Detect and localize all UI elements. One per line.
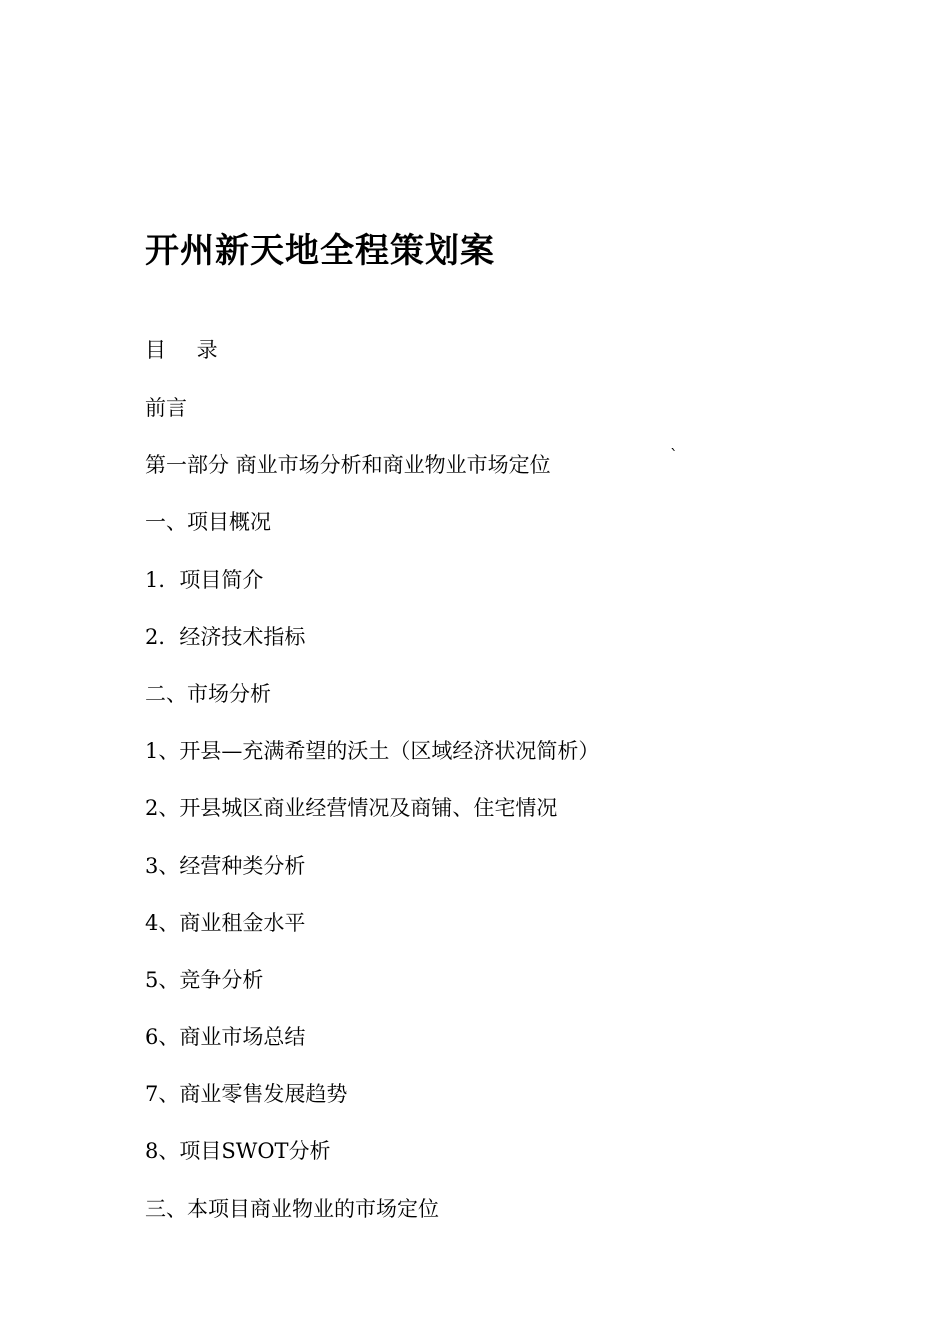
document-title: 开州新天地全程策划案 (145, 231, 495, 271)
toc-item-swot: 8、项目SWOT分析 (145, 1139, 331, 1164)
toc-list (145, 394, 599, 1252)
toc-item-competition: 5、竞争分析 (145, 967, 264, 992)
toc-item-retail-trends: 7、商业零售发展趋势 (145, 1082, 348, 1107)
toc-item-market-analysis: 二、市场分析 (145, 681, 271, 706)
stray-mark: ` (670, 446, 678, 465)
toc-item-regional-economy: 1、开县—充满希望的沃土（区域经济状况简析） (145, 739, 600, 764)
toc-item-project-intro: 1．项目简介 (145, 567, 264, 592)
toc-item-preface: 前言 (145, 396, 187, 420)
toc-item-rent-level: 4、商业租金水平 (145, 910, 306, 935)
toc-item-market-positioning: 三、本项目商业物业的市场定位 (145, 1196, 439, 1221)
toc-item-business-types: 3、经营种类分析 (145, 853, 306, 878)
toc-item-part-one: 第一部分 商业市场分析和商业物业市场定位 (145, 453, 551, 478)
toc-heading: 目 录 (145, 338, 230, 362)
toc-item-technical-indicators: 2．经济技术指标 (145, 624, 306, 649)
toc-item-project-overview: 一、项目概况 (145, 510, 271, 535)
toc-item-commercial-status: 2、开县城区商业经营情况及商铺、住宅情况 (145, 796, 558, 821)
toc-item-market-summary: 6、商业市场总结 (145, 1025, 306, 1050)
